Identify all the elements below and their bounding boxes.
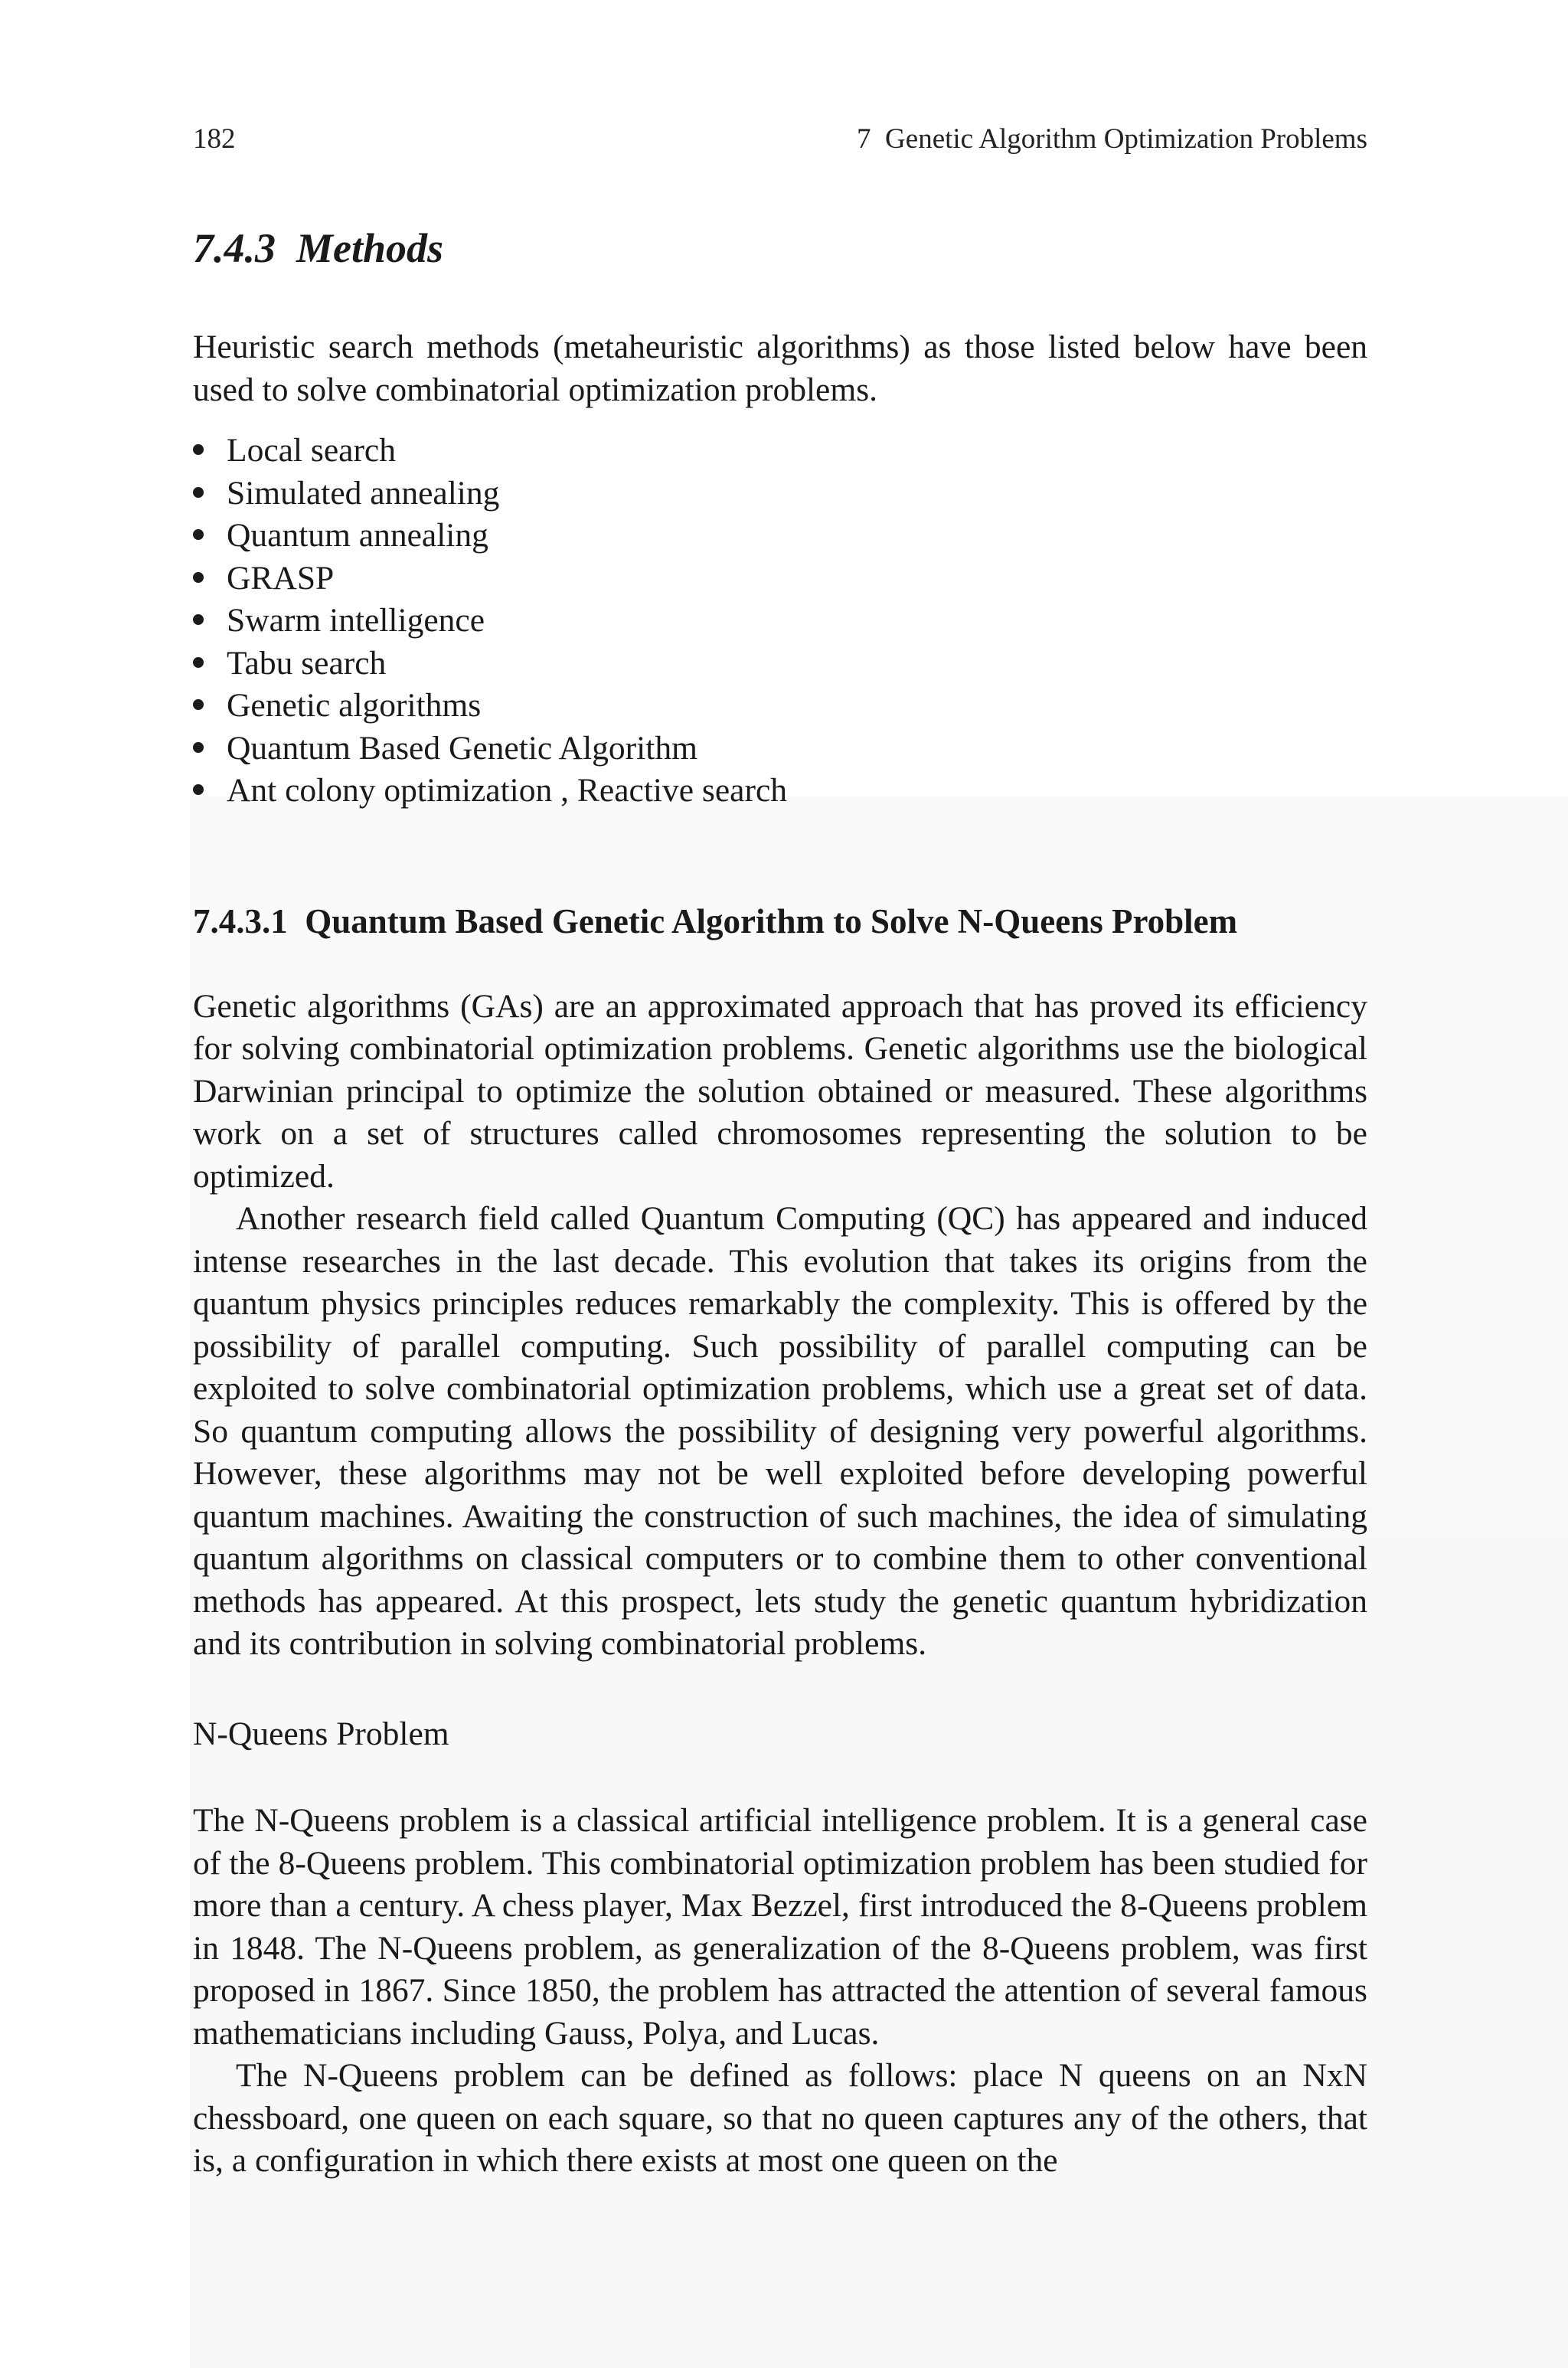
list-item <box>193 430 1367 473</box>
list-item-label: Ant colony optimization , Reactive search <box>227 772 788 809</box>
bullet-icon <box>193 699 204 710</box>
nqueens-definition-paragraph: The N-Queens problem can be defined as follows: place N queens on an NxN chessboard, one queen on each square, so that no queen captures any of the others, that is, a configuration in which there exists at most one queen on the <box>193 2057 1367 2179</box>
bullet-icon <box>193 572 204 583</box>
nqueens-paragraph: The N-Queens problem is a classical artificial intelligence problem. It is a general case of the 8-Queens problem. This combinatorial optimization problem has been studied for more than a century. A chess player, Max Bezzel, first introduced the 8-Queens problem in 1848. The N-Queens problem, as generalization of the 8-Queens problem, was first proposed in 1867. Since 1850, the problem has attracted the attention of several famous mathematicians including Gauss, Polya, and Lucas. <box>193 1802 1367 2052</box>
list-item <box>193 685 1367 728</box>
bullet-icon <box>193 487 204 498</box>
subsection-title: 7.4.3.1 Quantum Based Genetic Algorithm to Solve N-Queens Problem <box>193 901 1238 940</box>
page-number: 182 <box>193 123 236 155</box>
list-item <box>193 728 1367 770</box>
methods-list <box>193 430 1367 813</box>
list-item <box>193 515 1367 558</box>
chapter-title: 7 Genetic Algorithm Optimization Problems <box>857 123 1367 155</box>
ga-paragraph: Genetic algorithms (GAs) are an approximated approach that has proved its efficiency for solving combinatorial optimization problems. Genetic algorithms use the biological Darwinian principal to optimize the solution obtained or measured. These algorithms work on a set of structures called chromosomes representing the solution to be optimized. <box>193 987 1367 1195</box>
list-item-label: Tabu search <box>227 644 387 682</box>
list-item <box>193 558 1367 600</box>
list-item <box>193 770 1367 813</box>
running-head <box>193 123 1367 156</box>
list-item <box>193 473 1367 515</box>
qc-paragraph: Another research field called Quantum Computing (QC) has appeared and induced intense researches in the last decade. This evolution that takes its origins from the quantum physics principles reduces remarkably the complexity. This is offered by the possibility of parallel computing. Such possibility of parallel computing can be exploited to solve combinatorial optimization problems, which use a great set of data. So quantum computing allows the possibility of designing very powerful algorithms. However, these algorithms may not be well exploited before developing powerful quantum machines. Awaiting the construction of such machines, the idea of simulating quantum algorithms on classical computers or to combine them to other conventional methods has appeared. At this prospect, lets study the genetic quantum hybridization and its contribution in solving combinatorial problems. <box>193 1200 1367 1662</box>
list-item-label: Swarm intelligence <box>227 602 485 639</box>
list-item-label: Local search <box>227 432 396 469</box>
page-content <box>193 123 1367 2183</box>
list-item-label: Quantum Based Genetic Algorithm <box>227 729 697 767</box>
bullet-icon <box>193 444 204 455</box>
bullet-icon <box>193 784 204 795</box>
bullet-icon <box>193 529 204 540</box>
section-intro: Heuristic search methods (metaheuristic algorithms) as those listed below have been used to solve combinatorial optimization problems. <box>193 329 1367 408</box>
list-item-label: GRASP <box>227 559 335 597</box>
bullet-icon <box>193 614 204 625</box>
list-item-label: Simulated annealing <box>227 474 500 512</box>
list-item <box>193 600 1367 643</box>
bullet-icon <box>193 657 204 668</box>
list-item-label: Genetic algorithms <box>227 687 482 724</box>
list-item-label: Quantum annealing <box>227 517 488 554</box>
bullet-icon <box>193 742 204 753</box>
nqueens-title: N-Queens Problem <box>193 1715 449 1752</box>
section-title: 7.4.3 Methods <box>193 225 444 271</box>
list-item <box>193 643 1367 685</box>
